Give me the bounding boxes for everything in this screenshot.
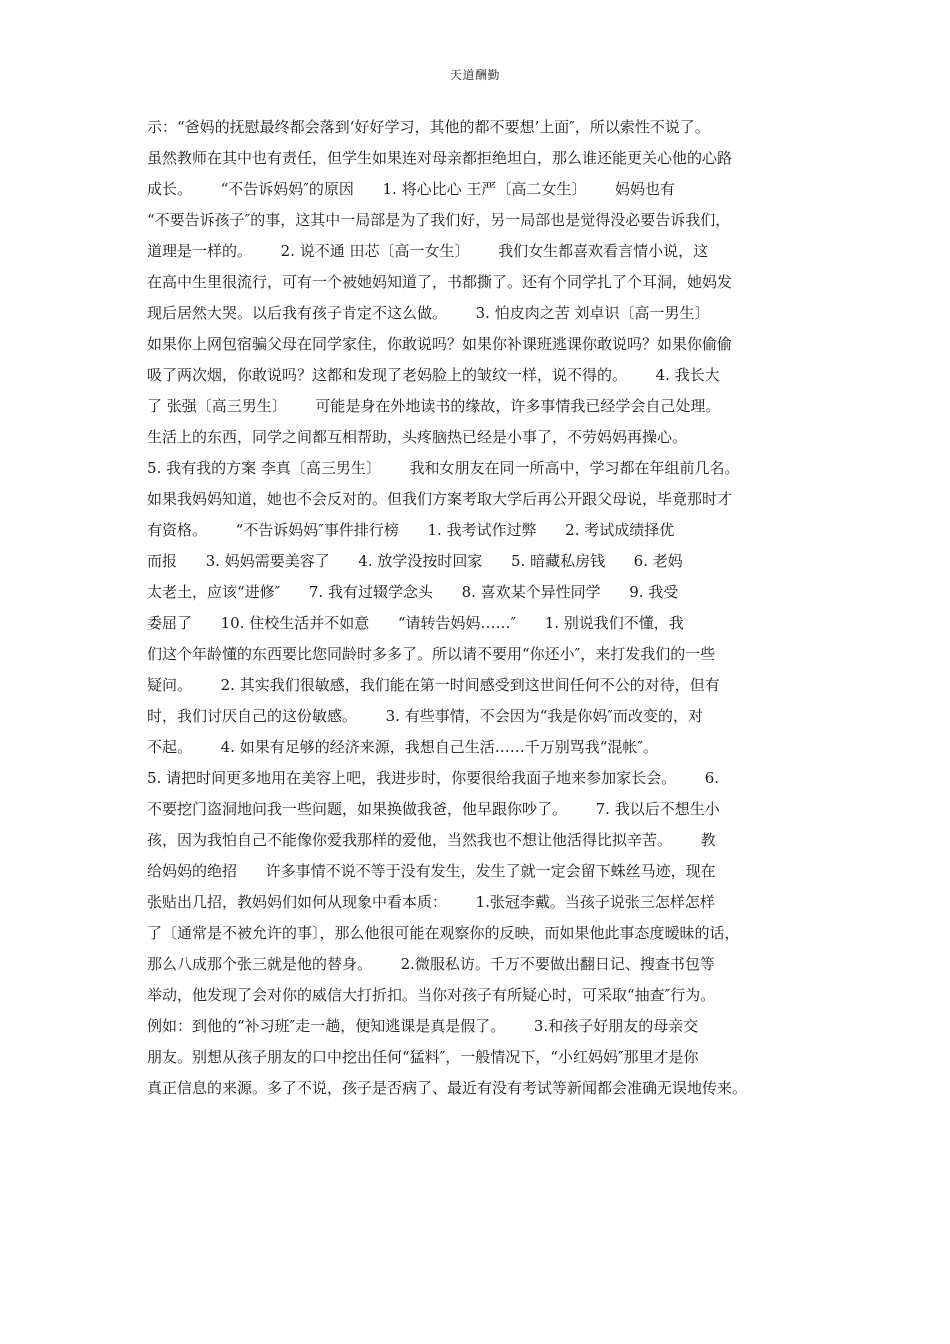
text-line: 道理是一样的。 2. 说不通 田芯〔高一女生〕 我们女生都喜欢看言情小说，这 bbox=[147, 242, 709, 260]
text-line: 虽然教师在其中也有责任，但学生如果连对母亲都拒绝坦白，那么谁还能更关心他的心路 bbox=[147, 149, 733, 167]
text-line: 举动，他发现了会对你的威信大打折扣。当你对孩子有所疑心时，可采取“抽查″行为。 bbox=[147, 986, 716, 1004]
text-line: 示：“爸妈的抚慰最终都会落到‘好好学习，其他的都不要想’上面″，所以索性不说了。 bbox=[147, 118, 710, 136]
text-line: 不起。 4. 如果有足够的经济来源，我想自己生活……千万别骂我“混帐″。 bbox=[147, 738, 658, 756]
text-line: 给妈妈的绝招 许多事情不说不等于没有发生，发生了就一定会留下蛛丝马迹，现在 bbox=[147, 862, 716, 880]
text-line: “不要告诉孩子″的事，这其中一局部是为了我们好，另一局部也是觉得没必要告诉我们， bbox=[147, 211, 731, 229]
text-line: 5. 请把时间更多地用在美容上吧，我进步时，你要很给我面子地来参加家长会。 6. bbox=[147, 769, 720, 787]
text-line: 疑问。 2. 其实我们很敏感，我们能在第一时间感受到这世间任何不公的对待，但有 bbox=[147, 676, 720, 694]
text-line: 成长。 “不告诉妈妈″的原因 1. 将心比心 王严〔高二女生〕 妈妈也有 bbox=[147, 180, 675, 198]
text-line: 有资格。 “不告诉妈妈″事件排行榜 1. 我考试作过弊 2. 考试成绩择优 bbox=[147, 521, 675, 539]
text-line: 了 张强〔高三男生〕 可能是身在外地读书的缘故，许多事情我已经学会自己处理。 bbox=[147, 397, 721, 415]
text-line: 5. 我有我的方案 李真〔高三男生〕 我和女朋友在同一所高中，学习都在年组前几名。 bbox=[147, 459, 740, 477]
text-line: 朋友。别想从孩子朋友的口中挖出任何“猛料″，一般情况下，“小红妈妈″那里才是你 bbox=[147, 1048, 699, 1066]
text-line: 例如：到他的“补习班″走一趟，便知逃课是真是假了。 3.和孩子好朋友的母亲交 bbox=[147, 1017, 699, 1035]
text-line: 如果我妈妈知道，她也不会反对的。但我们方案考取大学后再公开跟父母说，毕竟那时才 bbox=[147, 490, 733, 508]
page-header-title: 天道酬勤 bbox=[449, 68, 500, 82]
text-line: 太老土，应该“进修″ 7. 我有过辍学念头 8. 喜欢某个异性同学 9. 我受 bbox=[147, 583, 679, 601]
text-line: 真正信息的来源。多了不说，孩子是否病了、最近有没有考试等新闻都会准确无误地传来。 bbox=[147, 1079, 748, 1097]
article-body bbox=[147, 112, 819, 1104]
text-line: 时，我们讨厌自己的这份敏感。 3. 有些事情，不会因为“我是你妈″而改变的，对 bbox=[147, 707, 703, 725]
text-line: 吸了两次烟，你敢说吗？这都和发现了老妈脸上的皱纹一样，说不得的。 4. 我长大 bbox=[147, 366, 720, 384]
text-line: 们这个年龄懂的东西要比您同龄时多多了。所以请不要用“你还小″，来打发我们的一些 bbox=[147, 645, 716, 663]
text-line: 生活上的东西，同学之间都互相帮助，头疼脑热已经是小事了，不劳妈妈再操心。 bbox=[147, 428, 688, 446]
text-line: 而报 3. 妈妈需要美容了 4. 放学没按时回家 5. 暗藏私房钱 6. 老妈 bbox=[147, 552, 683, 570]
text-line: 那么八成那个张三就是他的替身。 2.微服私访。千万不要做出翻日记、搜查书包等 bbox=[147, 955, 715, 973]
text-line: 了〔通常是不被允许的事〕，那么他很可能在观察你的反映，而如果他此事态度暧昧的话， bbox=[147, 924, 740, 942]
text-line: 不要挖门盗洞地问我一些问题，如果换做我爸，他早跟你吵了。 7. 我以后不想生小 bbox=[147, 800, 720, 818]
text-line: 孩，因为我怕自己不能像你爱我那样的爱他，当然我也不想让他活得比拟辛苦。 教 bbox=[147, 831, 716, 849]
text-line: 现后居然大哭。以后我有孩子肯定不这么做。 3. 怕皮肉之苦 刘卓识〔高一男生〕 bbox=[147, 304, 710, 322]
text-line: 委屈了 10. 住校生活并不如意 “请转告妈妈……″ 1. 别说我们不懂，我 bbox=[147, 614, 684, 632]
text-line: 张贴出几招，教妈妈们如何从现象中看本质： 1.张冠李戴。当孩子说张三怎样怎样 bbox=[147, 893, 715, 911]
text-line: 如果你上网包宿骗父母在同学家住，你敢说吗？如果你补课班逃课你敢说吗？如果你偷偷 bbox=[147, 335, 733, 353]
text-line: 在高中生里很流行，可有一个被她妈知道了，书都撕了。还有个同学扎了个耳洞，她妈发 bbox=[147, 273, 733, 291]
